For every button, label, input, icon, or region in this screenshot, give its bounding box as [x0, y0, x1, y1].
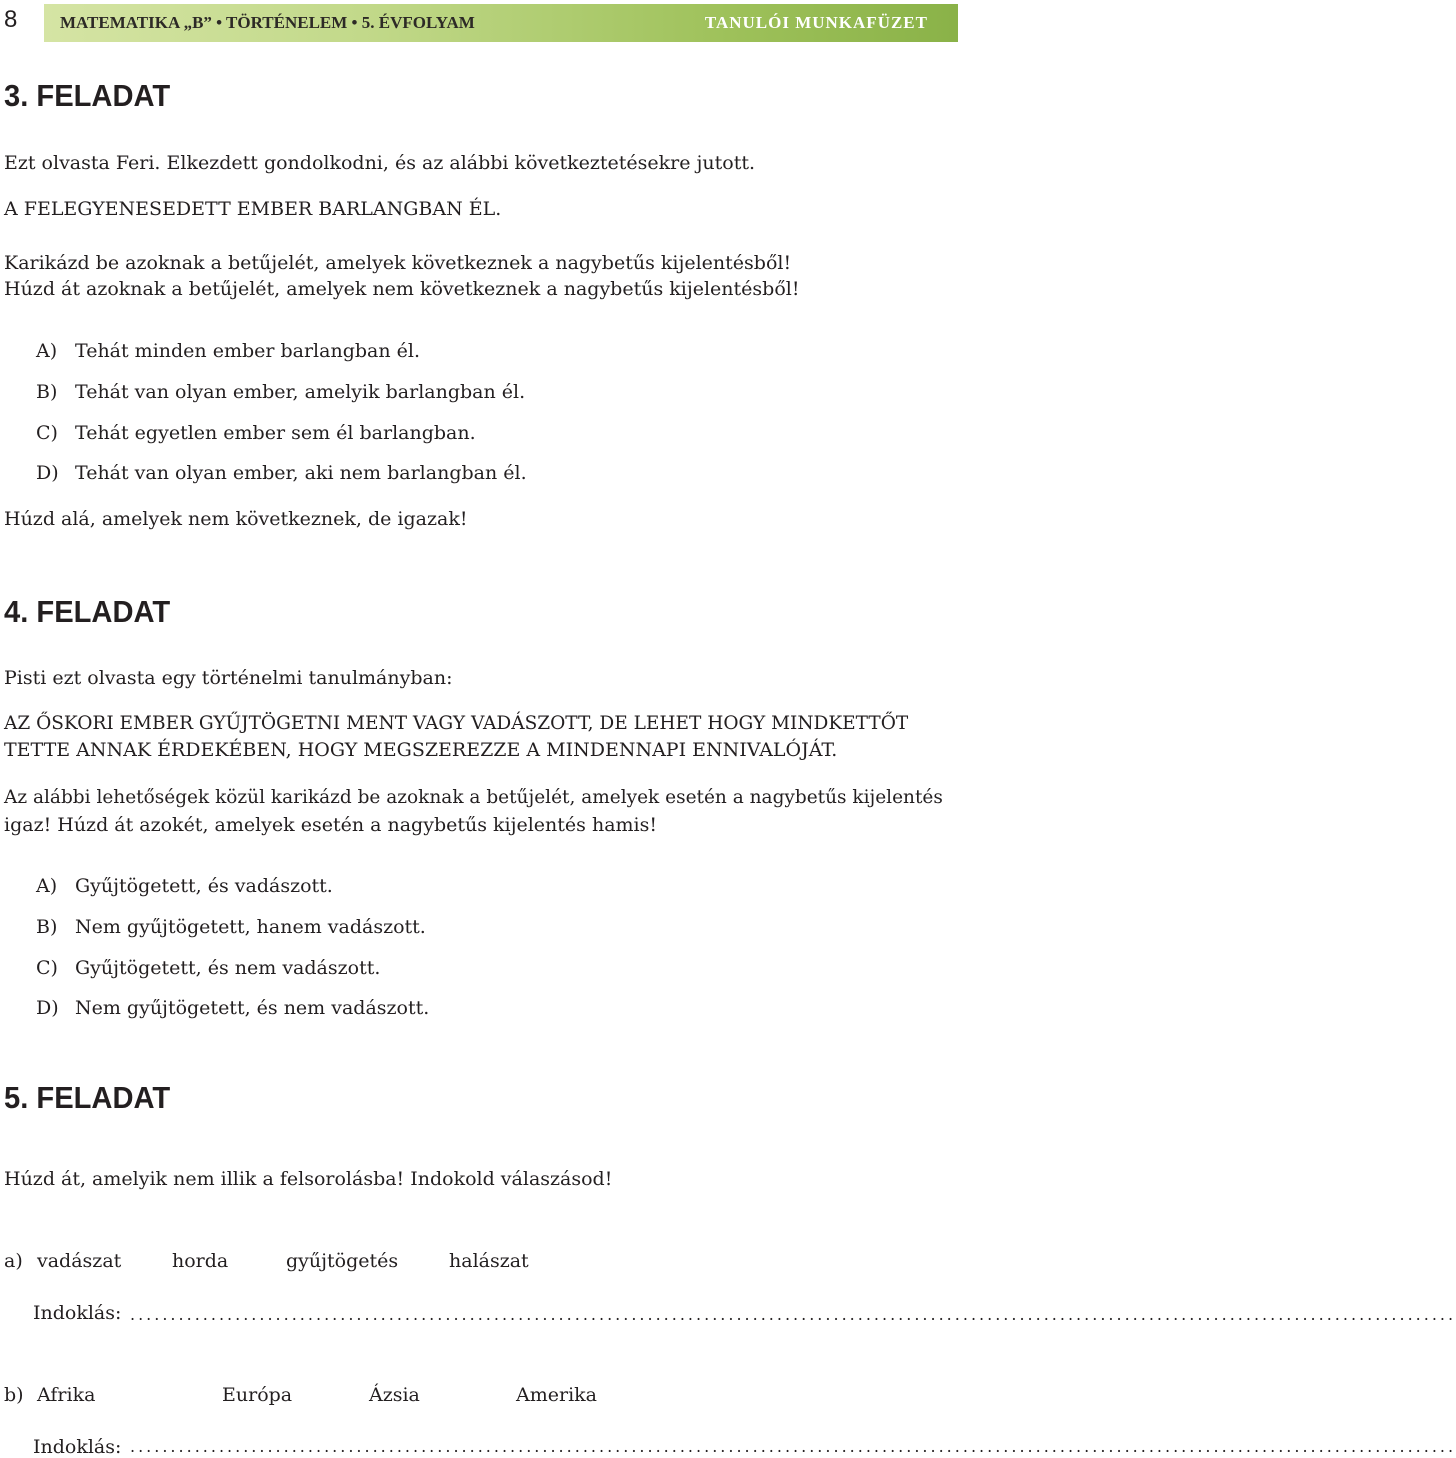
- task3-intro: Ezt olvasta Feri. Elkezdett gondolkodni, és az alábbi következtetésekre jutott.: [4, 152, 756, 174]
- task3-option-letter[interactable]: A): [36, 340, 58, 362]
- task4-instruction-line2: igaz! Húzd át azokét, amelyek esetén a nagybetűs kijelentés hamis!: [4, 814, 658, 836]
- task5-word[interactable]: Európa: [222, 1384, 293, 1406]
- task3-title: 3. FELADAT: [4, 78, 171, 113]
- task5-word[interactable]: gyűjtögetés: [286, 1250, 399, 1272]
- task3-final-instruction: Húzd alá, amelyek nem következnek, de igazak!: [4, 508, 468, 530]
- task3-instruction-cross: Húzd át azoknak a betűjelét, amelyek nem következnek a nagybetűs kijelentésből!: [4, 278, 800, 300]
- task4-option-letter[interactable]: B): [36, 916, 58, 938]
- task3-option-text: Tehát minden ember barlangban él.: [75, 340, 420, 362]
- task4-option-text: Nem gyűjtögetett, hanem vadászott.: [75, 916, 426, 938]
- task5-word[interactable]: Afrika: [37, 1384, 96, 1406]
- task4-intro: Pisti ezt olvasta egy történelmi tanulmányban:: [4, 667, 453, 689]
- task4-instruction-line1: Az alábbi lehetőségek közül karikázd be azoknak a betűjelét, amelyek esetén a nagybetűs kijelentés: [4, 787, 943, 808]
- task5-answer-line[interactable]: ....................................................................................................................................................................: [130, 1437, 1456, 1456]
- task4-option-letter[interactable]: C): [36, 957, 58, 979]
- header-left-title: MATEMATIKA „B” • TÖRTÉNELEM • 5. ÉVFOLYAM: [60, 13, 475, 32]
- task3-option-letter[interactable]: D): [36, 462, 59, 484]
- task4-option-text: Nem gyűjtögetett, és nem vadászott.: [75, 997, 430, 1019]
- task4-option-letter[interactable]: A): [36, 875, 58, 897]
- task4-title: 4. FELADAT: [4, 594, 171, 629]
- task5-word[interactable]: horda: [172, 1250, 229, 1272]
- task3-instruction-circle: Karikázd be azoknak a betűjelét, amelyek következnek a nagybetűs kijelentésből!: [4, 252, 792, 274]
- task5-answer-line[interactable]: ....................................................................................................................................................................: [130, 1305, 1456, 1324]
- task4-option-text: Gyűjtögetett, és vadászott.: [75, 875, 333, 897]
- task5-instruction: Húzd át, amelyik nem illik a felsorolásba! Indokold válaszásod!: [4, 1168, 613, 1190]
- task4-statement-line2: TETTE ANNAK ÉRDEKÉBEN, HOGY MEGSZEREZZE A MINDENNAPI ENNIVALÓJÁT.: [4, 739, 838, 761]
- page-number: 8: [4, 6, 18, 33]
- task3-option-text: Tehát van olyan ember, aki nem barlangban él.: [75, 462, 527, 484]
- header-right-title: TANULÓI MUNKAFÜZET: [704, 13, 928, 32]
- task3-option-text: Tehát van olyan ember, amelyik barlangban él.: [75, 381, 526, 403]
- header-bar: [44, 4, 958, 42]
- task4-option-letter[interactable]: D): [36, 997, 59, 1019]
- task5-reason-label: Indoklás:: [33, 1302, 122, 1324]
- task5-word[interactable]: halászat: [449, 1250, 529, 1272]
- task5-title: 5. FELADAT: [4, 1080, 171, 1115]
- task3-option-text: Tehát egyetlen ember sem él barlangban.: [75, 422, 476, 444]
- task5-word[interactable]: Ázsia: [369, 1384, 420, 1406]
- task4-statement-line1: AZ ŐSKORI EMBER GYŰJTÖGETNI MENT VAGY VADÁSZOTT, DE LEHET HOGY MINDKETTŐT: [4, 713, 909, 734]
- task5-word[interactable]: Amerika: [516, 1384, 597, 1406]
- task3-statement: A FELEGYENESEDETT EMBER BARLANGBAN ÉL.: [4, 198, 502, 220]
- task3-option-letter[interactable]: B): [36, 381, 58, 403]
- task5-item-label: a): [4, 1250, 23, 1272]
- task4-option-text: Gyűjtögetett, és nem vadászott.: [75, 957, 381, 979]
- task5-reason-label: Indoklás:: [33, 1436, 122, 1458]
- task5-word[interactable]: vadászat: [37, 1250, 122, 1272]
- task3-option-letter[interactable]: C): [36, 422, 58, 444]
- task5-item-label: b): [4, 1384, 24, 1406]
